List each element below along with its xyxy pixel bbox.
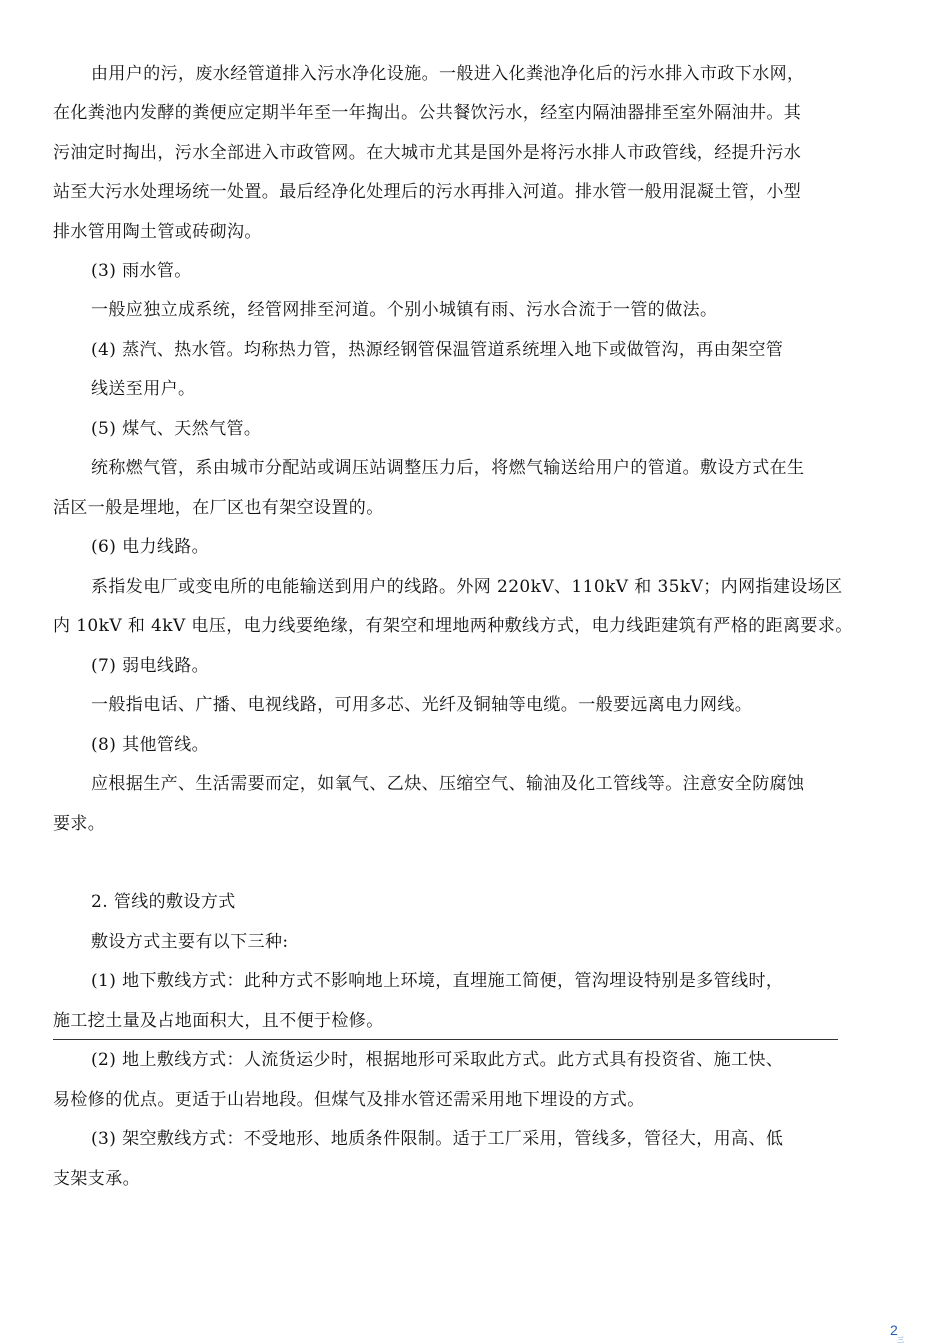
- paragraph-line: 污油定时掏出，污水全部进入市政管网。在大城市尤其是国外是将污水排人市政管线，经提升污水: [53, 143, 802, 163]
- paragraph-line: 一般指电话、广播、电视线路，可用多芯、光纤及铜轴等电缆。一般要远离电力网线。: [91, 695, 753, 715]
- list-heading: (8) 其他管线。: [91, 735, 210, 755]
- paragraph-line: 要求。: [53, 814, 106, 834]
- paragraph-line: 在化粪池内发酵的粪便应定期半年至一年掏出。公共餐饮污水，经室内隔油器排至室外隔油井。其: [53, 103, 802, 123]
- paragraph-line: 内 10kV 和 4kV 电压，电力线要绝缘，有架空和埋地两种敷线方式，电力线距建筑有严格的距离要求。: [53, 616, 853, 636]
- list-heading: (2) 地上敷线方式：人流货运少时，根据地形可采取此方式。此方式具有投资省、施工快、: [91, 1050, 784, 1070]
- paragraph-line: 活区一般是埋地，在厂区也有架空设置的。: [53, 498, 384, 518]
- list-heading: (1) 地下敷线方式：此种方式不影响地上环境，直埋施工简便，管沟埋设特别是多管线时，: [91, 971, 784, 991]
- horizontal-rule: [53, 1039, 838, 1040]
- list-heading: (6) 电力线路。: [91, 537, 210, 557]
- paragraph-line: 应根据生产、生活需要而定，如氧气、乙炔、压缩空气、输油及化工管线等。注意安全防腐蚀: [91, 774, 805, 794]
- section-heading: 2. 管线的敷设方式: [91, 892, 236, 912]
- paragraph-line: 施工挖土量及占地面积大，且不便于检修。: [53, 1011, 384, 1031]
- paragraph-line: 站至大污水处理场统一处置。最后经净化处理后的污水再排入河道。排水管一般用混凝土管，小型: [53, 182, 802, 202]
- paragraph-line: 一般应独立成系统，经管网排至河道。个别小城镇有雨、污水合流于一管的做法。: [91, 300, 718, 320]
- paragraph-line: 排水管用陶土管或砖砌沟。: [53, 222, 262, 242]
- paragraph-line: 支架支承。: [53, 1169, 140, 1189]
- paragraph-line: 系指发电厂或变电所的电能输送到用户的线路。外网 220kV、110kV 和 35kV；内网指建设场区: [91, 577, 843, 597]
- paragraph-line: 敷设方式主要有以下三种:: [91, 932, 289, 952]
- list-heading: (5) 煤气、天然气管。: [91, 419, 262, 439]
- paragraph-line: 由用户的污，废水经管道排入污水净化设施。一般进入化粪池净化后的污水排入市政下水网，: [91, 64, 805, 84]
- page-number-mark: 三: [897, 1337, 904, 1344]
- list-heading: (4) 蒸汽、热水管。均称热力管，热源经钢管保温管道系统埋入地下或做管沟，再由架空管: [91, 340, 784, 360]
- paragraph-line: 统称燃气管，系由城市分配站或调压站调整压力后，将燃气输送给用户的管道。敷设方式在生: [91, 458, 805, 478]
- paragraph-line: 易检修的优点。更适于山岩地段。但煤气及排水管还需采用地下埋设的方式。: [53, 1090, 645, 1110]
- paragraph-line: 线送至用户。: [91, 379, 196, 399]
- list-heading: (3) 雨水管。: [91, 261, 192, 281]
- list-heading: (3) 架空敷线方式：不受地形、地质条件限制。适于工厂采用，管线多，管径大，用高、低: [91, 1129, 784, 1149]
- page-number: 2: [890, 1322, 898, 1338]
- list-heading: (7) 弱电线路。: [91, 656, 210, 676]
